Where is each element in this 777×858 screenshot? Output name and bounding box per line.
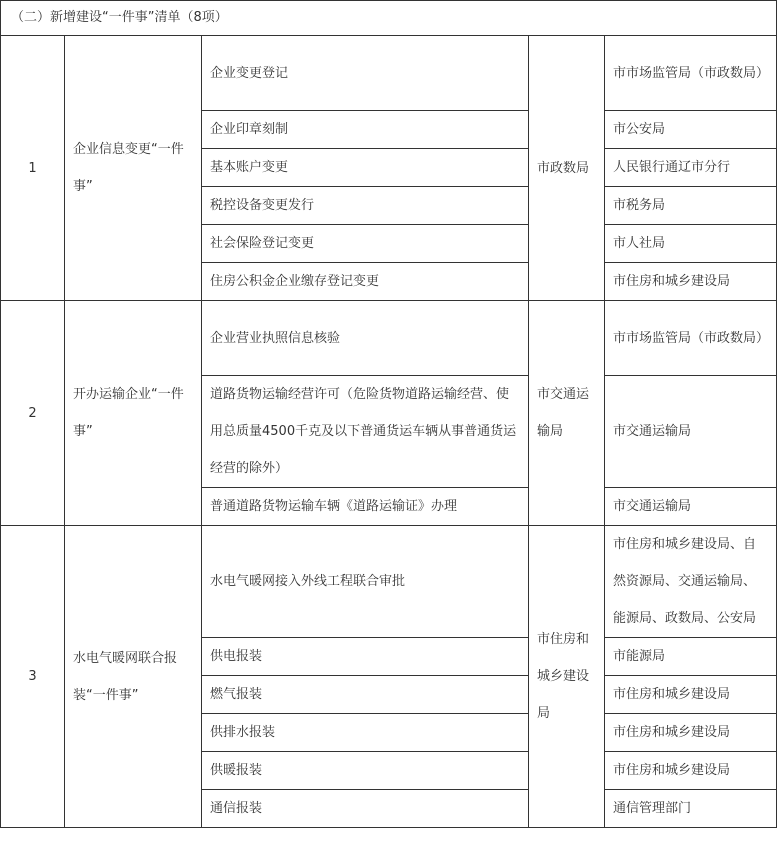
responsible-department: 市税务局 bbox=[605, 187, 777, 225]
responsible-department: 人民银行通辽市分行 bbox=[605, 149, 777, 187]
item-cell: 燃气报装 bbox=[202, 676, 529, 714]
item-cell: 供暖报装 bbox=[202, 752, 529, 790]
group-name: 水电气暖网联合报装“一件事” bbox=[65, 526, 202, 828]
table-row bbox=[1, 301, 777, 376]
section-title-row bbox=[1, 1, 777, 36]
responsible-department: 市住房和城乡建设局 bbox=[605, 676, 777, 714]
group-number: 2 bbox=[1, 301, 65, 526]
item-cell: 企业营业执照信息核验 bbox=[202, 301, 529, 376]
item-cell: 普通道路货物运输车辆《道路运输证》办理 bbox=[202, 488, 529, 526]
responsible-department: 市交通运输局 bbox=[605, 488, 777, 526]
responsible-department: 通信管理部门 bbox=[605, 790, 777, 828]
responsible-department: 市能源局 bbox=[605, 638, 777, 676]
group-number: 3 bbox=[1, 526, 65, 828]
item-cell: 企业变更登记 bbox=[202, 36, 529, 111]
item-cell: 税控设备变更发行 bbox=[202, 187, 529, 225]
item-cell: 住房公积金企业缴存登记变更 bbox=[202, 263, 529, 301]
responsible-department: 市住房和城乡建设局 bbox=[605, 752, 777, 790]
section-title: （二）新增建设“一件事”清单（8项） bbox=[1, 1, 777, 36]
table-row bbox=[1, 36, 777, 111]
item-cell: 社会保险登记变更 bbox=[202, 225, 529, 263]
item-cell: 基本账户变更 bbox=[202, 149, 529, 187]
item-cell: 供电报装 bbox=[202, 638, 529, 676]
group-number: 1 bbox=[1, 36, 65, 301]
responsible-department: 市市场监管局（市政数局） bbox=[605, 36, 777, 111]
responsible-department: 市住房和城乡建设局 bbox=[605, 714, 777, 752]
responsible-department: 市交通运输局 bbox=[605, 376, 777, 488]
item-cell: 企业印章刻制 bbox=[202, 111, 529, 149]
lead-department: 市政数局 bbox=[529, 36, 605, 301]
group-name: 开办运输企业“一件事” bbox=[65, 301, 202, 526]
item-cell: 道路货物运输经营许可（危险货物道路运输经营、使用总质量4500千克及以下普通货运车辆从事普通货运经营的除外） bbox=[202, 376, 529, 488]
item-cell: 供排水报装 bbox=[202, 714, 529, 752]
item-cell: 通信报装 bbox=[202, 790, 529, 828]
group-name: 企业信息变更“一件事” bbox=[65, 36, 202, 301]
item-cell: 水电气暖网接入外线工程联合审批 bbox=[202, 526, 529, 638]
responsible-department: 市住房和城乡建设局 bbox=[605, 263, 777, 301]
table-row bbox=[1, 526, 777, 638]
responsible-department: 市人社局 bbox=[605, 225, 777, 263]
responsible-department: 市公安局 bbox=[605, 111, 777, 149]
responsible-department: 市住房和城乡建设局、自然资源局、交通运输局、能源局、政数局、公安局 bbox=[605, 526, 777, 638]
lead-department: 市交通运输局 bbox=[529, 301, 605, 526]
lead-department: 市住房和城乡建设局 bbox=[529, 526, 605, 828]
responsible-department: 市市场监管局（市政数局） bbox=[605, 301, 777, 376]
